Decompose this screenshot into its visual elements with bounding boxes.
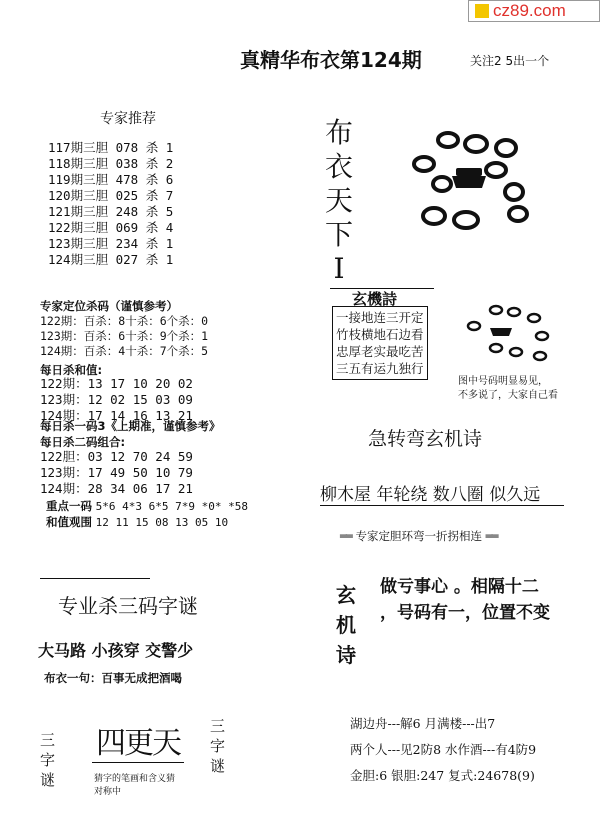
page-title: 真精华布衣第124期 bbox=[240, 48, 422, 72]
list-item: 123期：百杀：6十杀：9个杀：1 bbox=[40, 329, 209, 343]
list-item: 124期：28 34 06 17 21 bbox=[40, 481, 193, 496]
key-one-value: 5*6 4*3 6*5 7*9 *0* *58 bbox=[95, 500, 248, 513]
riddle-left-label: 三字谜 bbox=[40, 731, 56, 789]
expert-list bbox=[48, 140, 173, 268]
list-item: 122期三胆 069 杀 4 bbox=[48, 220, 174, 235]
poem-line: 竹枝横地石边看 bbox=[336, 327, 424, 342]
sum-tail-label: 和值观围 bbox=[46, 515, 92, 529]
list-item: 122胆：03 12 70 24 59 bbox=[40, 449, 193, 464]
xuanji-vertical: 玄机诗 bbox=[336, 583, 356, 667]
riddle-note-2: 对称中 bbox=[94, 787, 122, 797]
list-item: 119期三胆 478 杀 6 bbox=[48, 172, 174, 187]
riddle-heading: 专业杀三码字谜 bbox=[58, 594, 198, 618]
position-list bbox=[40, 314, 208, 359]
sum-tail-value: 12 11 15 08 13 05 10 bbox=[95, 516, 229, 529]
follow-note: 关注2 5出一个 bbox=[470, 54, 550, 68]
killtwo-list bbox=[40, 449, 193, 497]
riddle-note-1: 猜字的笔画和含义猜 bbox=[94, 774, 176, 784]
site-logo[interactable] bbox=[468, 0, 600, 22]
list-item: 123期：12 02 15 03 09 bbox=[40, 392, 193, 407]
turn-banner-text: 专家定胆环弯一折拐相连 bbox=[355, 529, 483, 543]
buyi-sentence: 布衣一句：百事无成把酒喝 bbox=[44, 671, 182, 685]
turn-heading: 急转弯玄机诗 bbox=[368, 428, 483, 450]
sumvalue-heading: 每日杀和值: bbox=[40, 363, 103, 377]
bottom-line-2: 两个人---见2防8 水作酒---有4防9 bbox=[350, 742, 537, 757]
list-item: 121期三胆 248 杀 5 bbox=[48, 204, 174, 219]
poem-heading: 玄機詩 bbox=[352, 290, 398, 308]
key-one-label: 重点一码 bbox=[46, 499, 92, 513]
list-item: 117期三胆 078 杀 1 bbox=[48, 140, 174, 155]
list-item: 124期三胆 027 杀 1 bbox=[48, 252, 174, 267]
logo-square-icon bbox=[475, 4, 489, 18]
turn-line: 柳木屋 年轮绕 数八圈 似久远 bbox=[320, 485, 541, 505]
list-item: 124期：17 14 16 13 21 bbox=[40, 408, 193, 423]
riddle-center: 四更天 bbox=[92, 718, 184, 763]
position-heading: 专家定位杀码（谨慎参考） bbox=[40, 299, 178, 313]
riddle-line: 大马路 小孩穿 交警少 bbox=[38, 641, 194, 660]
list-item: 123期：17 49 50 10 79 bbox=[40, 465, 193, 480]
killtwo-heading: 每日杀二码组合: bbox=[40, 435, 126, 449]
poem-note-1: 图中号码明显易见， bbox=[458, 376, 548, 387]
buyi-vertical-title: 布衣天下I bbox=[324, 116, 353, 285]
list-item: 118期三胆 038 杀 2 bbox=[48, 156, 174, 171]
sumvalue-list bbox=[40, 376, 193, 424]
poem-line: 一接地连三开定 bbox=[336, 310, 424, 325]
list-item: 122期：百杀：8十杀：6个杀：0 bbox=[40, 314, 209, 328]
poem-line: 忠厚老实最吃苦 bbox=[336, 344, 424, 359]
list-item: 122期：13 17 10 20 02 bbox=[40, 376, 193, 391]
poem-box bbox=[332, 306, 428, 380]
turn-banner: ══ 专家定胆环弯一折拐相连 ══ bbox=[340, 529, 498, 543]
riddle-right-label: 三字谜 bbox=[210, 717, 226, 775]
xuanji-line-1: 做亏事心 。相隔十二 bbox=[380, 577, 539, 597]
logo-text: cz89.com bbox=[493, 1, 566, 20]
sum-tail-row bbox=[46, 514, 228, 531]
key-one-row bbox=[46, 498, 248, 515]
rings-graphic bbox=[396, 120, 536, 240]
list-item: 124期：百杀：4十杀：7个杀：5 bbox=[40, 344, 209, 358]
bottom-line-3: 金胆:6 银胆:247 复式:24678(9) bbox=[350, 768, 535, 783]
list-item: 120期三胆 025 杀 7 bbox=[48, 188, 174, 203]
bottom-line-1: 湖边舟---解6 月满楼---出7 bbox=[350, 716, 496, 731]
expert-heading: 专家推荐 bbox=[100, 111, 156, 127]
list-item: 123期三胆 234 杀 1 bbox=[48, 236, 174, 251]
killone-heading: 每日杀一码3《上期准，谨慎参考》 bbox=[40, 419, 221, 433]
poem-note-2: 不多说了，大家自己看 bbox=[458, 390, 558, 401]
xuanji-line-2: ，号码有一，位置不变 bbox=[380, 603, 550, 623]
poem-line: 三五有运九独行 bbox=[336, 361, 424, 376]
small-rings-graphic bbox=[456, 300, 556, 370]
